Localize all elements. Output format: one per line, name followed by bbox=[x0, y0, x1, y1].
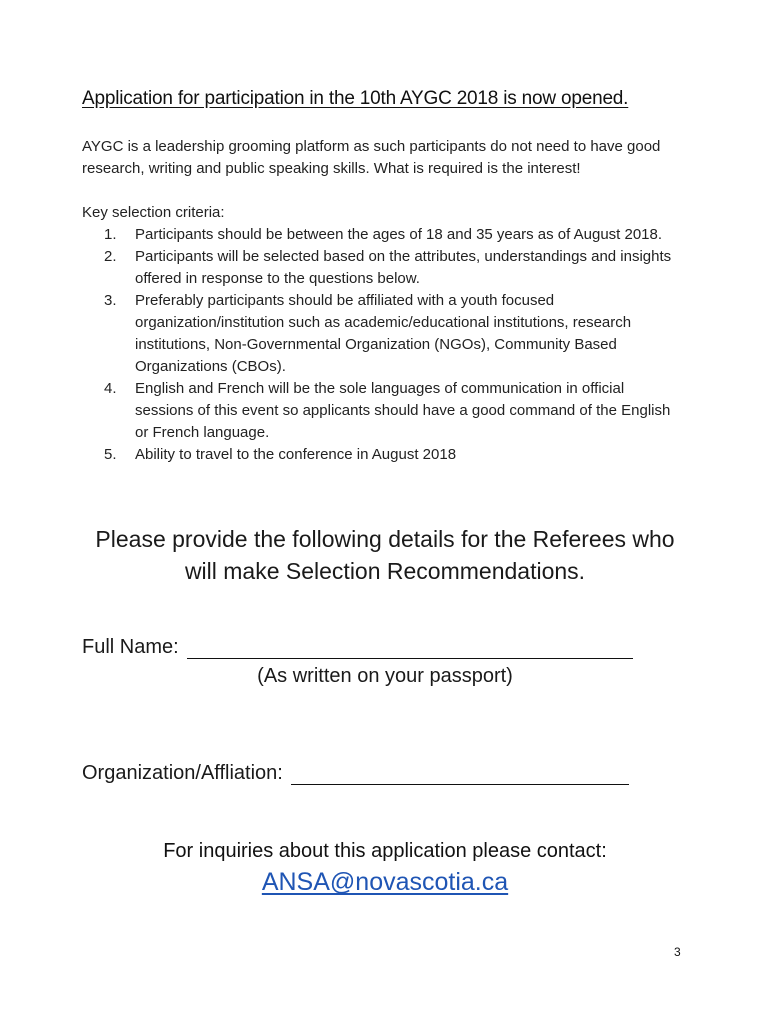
full-name-label: Full Name: bbox=[82, 636, 179, 658]
organization-field bbox=[82, 762, 629, 785]
contact-email-link[interactable]: ANSA@novascotia.ca bbox=[261, 868, 509, 896]
criteria-text: Participants should be between the ages of 18 and 35 years as of August 2018. bbox=[135, 226, 663, 243]
application-heading: Application for participation in the 10th AYGC 2018 is now opened. bbox=[82, 88, 629, 109]
criteria-text: English and French will be the sole languages of communication in official sessions of this event so applicants should have a good command of the English or French language. bbox=[135, 380, 671, 441]
criteria-number: 3. bbox=[104, 292, 117, 309]
criteria-title: Key selection criteria: bbox=[82, 204, 225, 221]
criteria-text: Participants will be selected based on the attributes, understandings and insights offered in response to the questions below. bbox=[135, 248, 672, 287]
intro-paragraph: AYGC is a leadership grooming platform as such participants do not need to have good research, writing and public speaking skills. What is required is the interest! bbox=[82, 138, 661, 177]
contact-label: For inquiries about this application please contact: bbox=[163, 840, 607, 862]
criteria-list bbox=[82, 224, 682, 466]
referees-heading: Please provide the following details for the Referees who will make Selection Recommendations. bbox=[95, 526, 675, 584]
criteria-item bbox=[82, 246, 682, 290]
criteria-item bbox=[82, 378, 682, 444]
criteria-number: 1. bbox=[104, 226, 117, 243]
organization-label: Organization/Affliation: bbox=[82, 762, 283, 784]
criteria-text: Preferably participants should be affiliated with a youth focused organization/institution such as academic/educational institutions, research institutions, Non-Governmental Organization (NGOs), Community Based Organizations (CBOs). bbox=[135, 292, 632, 375]
full-name-hint: (As written on your passport) bbox=[257, 665, 513, 687]
criteria-item bbox=[82, 224, 682, 246]
criteria-number: 5. bbox=[104, 446, 117, 463]
criteria-number: 2. bbox=[104, 248, 117, 265]
criteria-item bbox=[82, 290, 682, 378]
criteria-item bbox=[82, 444, 682, 466]
full-name-field bbox=[82, 636, 633, 659]
full-name-blank-line[interactable] bbox=[187, 636, 633, 659]
organization-blank-line[interactable] bbox=[291, 762, 629, 785]
contact-email bbox=[82, 868, 688, 897]
page-number: 3 bbox=[674, 945, 681, 959]
criteria-number: 4. bbox=[104, 380, 117, 397]
criteria-text: Ability to travel to the conference in August 2018 bbox=[135, 446, 457, 463]
